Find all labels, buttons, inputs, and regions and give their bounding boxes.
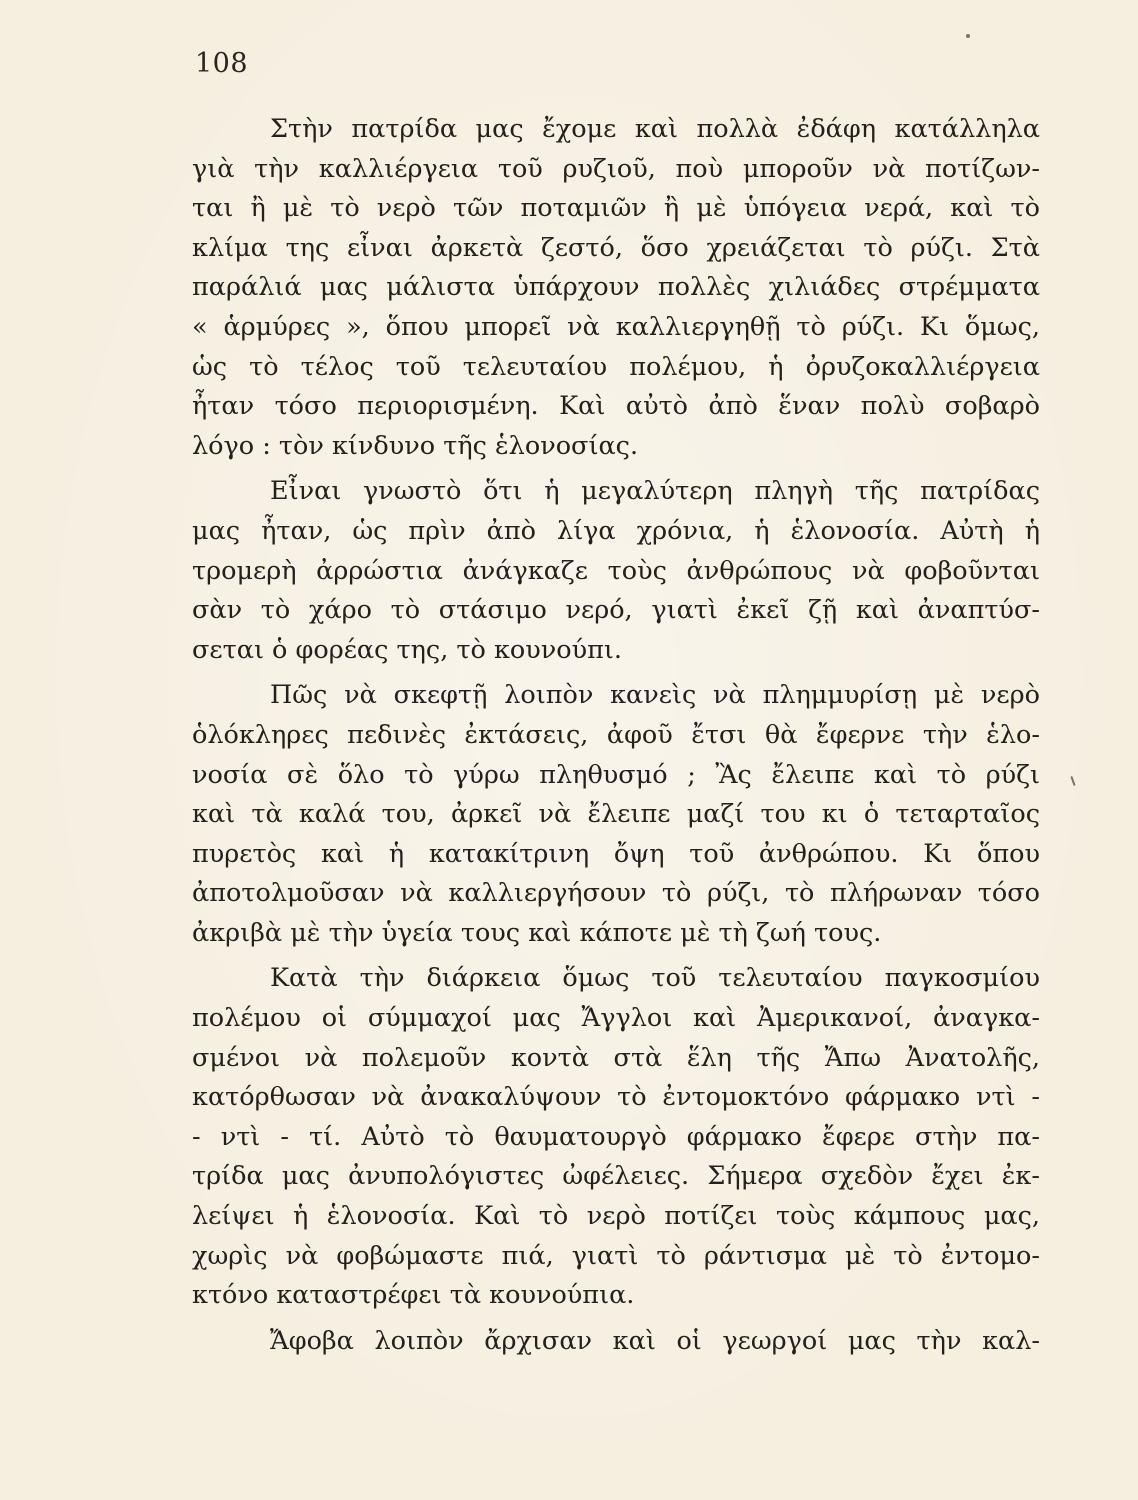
text-line: Στὴν πατρίδα μας ἔχομε καὶ πολλὰ ἐδάφη κατάλληλα <box>270 114 1040 144</box>
text-line: μας ἦταν, ὡς πρὶν ἀπὸ λίγα χρόνια, ἡ ἑλονοσία. Αὐτὴ ἡ <box>192 515 1040 546</box>
text-line: πολέμου οἱ σύμμαχοί μας Ἄγγλοι καὶ Ἀμερικανοί, ἀναγκα- <box>192 1003 1040 1034</box>
text-line: ὁλόκληρες πεδινὲς ἐκτάσεις, ἀφοῦ ἔτσι θὰ ἔφερνε τὴν ἑλο- <box>192 719 1040 750</box>
text-line: πυρετὸς καὶ ἡ κατακίτρινη ὄψη τοῦ ἀνθρώπου. Κι ὅπου <box>192 838 1040 869</box>
body-text <box>192 110 1040 1361</box>
text-line: τρίδα μας ἀνυπολόγιστες ὠφέλειες. Σήμερα σχεδὸν ἔχει ἐκ- <box>192 1161 1040 1192</box>
text-line: σεται ὁ φορέας της, τὸ κουνούπι. <box>192 634 622 665</box>
text-line: λείψει ἡ ἑλονοσία. Καὶ τὸ νερὸ ποτίζει τοὺς κάμπους μας, <box>192 1201 1040 1232</box>
text-line: ἀκριβὰ μὲ τὴν ὑγεία τους καὶ κάποτε μὲ τὴ ζωή τους. <box>192 917 882 948</box>
text-line: ἀποτολμοῦσαν νὰ καλλιεργήσουν τὸ ρύζι, τὸ πλήρωναν τόσο <box>192 878 1040 909</box>
paragraph <box>192 110 1040 466</box>
text-line: Ἄφοβα λοιπὸν ἄρχισαν καὶ οἱ γεωργοί μας τὴν καλ- <box>270 1325 1040 1356</box>
ink-speck <box>966 34 970 38</box>
page-number: 108 <box>195 48 249 79</box>
paragraph <box>192 1322 1040 1362</box>
text-line: καὶ τὰ καλά του, ἀρκεῖ νὰ ἔλειπε μαζί του κι ὁ τεταρταῖος <box>192 799 1040 830</box>
ink-speck <box>1070 776 1075 786</box>
paragraph <box>192 472 1040 670</box>
text-line: λόγο : τὸν κίνδυνο τῆς ἑλονοσίας. <box>192 430 639 461</box>
text-line: τρομερὴ ἀρρώστια ἀνάγκαζε τοὺς ἀνθρώπους νὰ φοβοῦνται <box>192 555 1040 586</box>
text-line: γιὰ τὴν καλλιέργεια τοῦ ρυζιοῦ, ποὺ μποροῦν νὰ ποτίζων- <box>192 153 1040 184</box>
text-line: σὰν τὸ χάρο τὸ στάσιμο νερό, γιατὶ ἐκεῖ ζῇ καὶ ἀναπτύσ- <box>192 595 1040 626</box>
text-line: Πῶς νὰ σκεφτῇ λοιπὸν κανεὶς νὰ πλημμυρίσῃ μὲ νερὸ <box>270 680 1040 711</box>
text-line: χωρὶς νὰ φοβώμαστε πιά, γιατὶ τὸ ράντισμα μὲ τὸ ἐντομο- <box>192 1240 1040 1271</box>
text-line: σμένοι νὰ πολεμοῦν κοντὰ στὰ ἕλη τῆς Ἄπω Ἀνατολῆς, <box>192 1042 1040 1073</box>
text-line: κτόνο καταστρέφει τὰ κουνούπια. <box>192 1280 635 1311</box>
text-line: ὡς τὸ τέλος τοῦ τελευταίου πολέμου, ἡ ὀρυζοκαλλιέργεια <box>192 351 1040 382</box>
text-line: παράλιά μας μάλιστα ὑπάρχουν πολλὲς χιλιάδες στρέμματα <box>192 272 1040 303</box>
text-line: ἦταν τόσο περιορισμένη. Καὶ αὐτὸ ἀπὸ ἕναν πολὺ σοβαρὸ <box>192 391 1040 422</box>
text-line: Εἶναι γνωστὸ ὅτι ἡ μεγαλύτερη πληγὴ τῆς πατρίδας <box>270 476 1040 507</box>
text-line: κλίμα της εἶναι ἀρκετὰ ζεστό, ὅσο χρειάζεται τὸ ρύζι. Στὰ <box>192 232 1040 263</box>
text-line: « ἁρμύρες », ὅπου μπορεῖ νὰ καλλιεργηθῇ τὸ ρύζι. Κι ὅμως, <box>192 311 1040 342</box>
paragraph <box>192 676 1040 953</box>
text-line: κατόρθωσαν νὰ ἀνακαλύψουν τὸ ἐντομοκτόνο φάρμακο ντὶ - <box>192 1082 1040 1113</box>
text-line: Κατὰ τὴν διάρκεια ὅμως τοῦ τελευταίου παγκοσμίου <box>270 963 1040 994</box>
text-line: νοσία σὲ ὅλο τὸ γύρω πληθυσμό ; Ἂς ἔλειπε καὶ τὸ ρύζι <box>192 759 1040 790</box>
paragraph <box>192 959 1040 1315</box>
text-line: ται ἢ μὲ τὸ νερὸ τῶν ποταμιῶν ἢ μὲ ὑπόγεια νερά, καὶ τὸ <box>192 193 1040 224</box>
text-line: - ντὶ - τί. Αὐτὸ τὸ θαυματουργὸ φάρμακο ἔφερε στὴν πα- <box>192 1121 1040 1152</box>
